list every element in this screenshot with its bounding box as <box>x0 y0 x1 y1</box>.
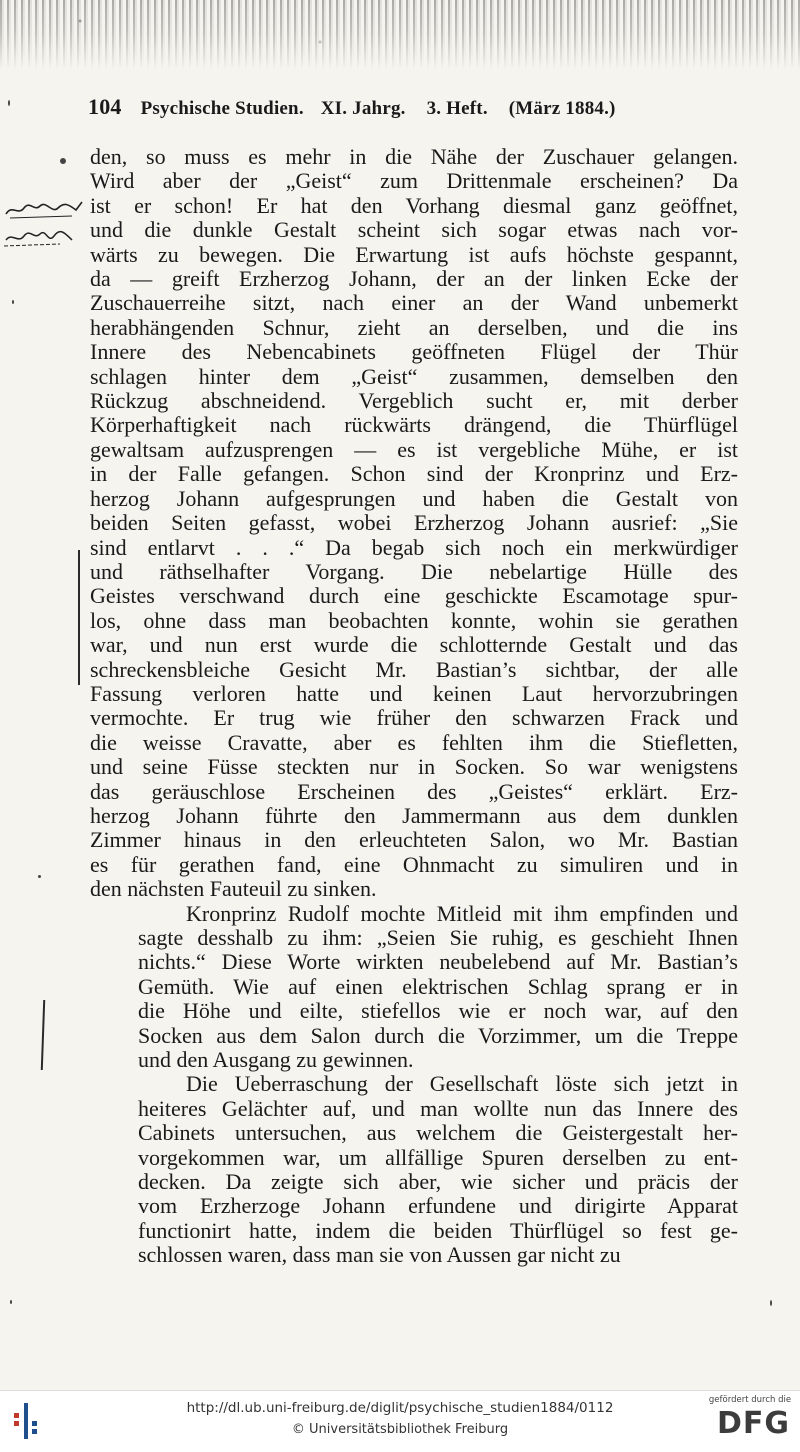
text-line: Gemüth. Wie auf einen elektrischen Schlag sprang er in <box>138 973 738 999</box>
margin-speck <box>12 300 14 304</box>
volume: XI. Jahrg. <box>320 98 406 119</box>
dfg-logo[interactable]: DFG <box>716 1406 790 1441</box>
text-line: Rückzug abschneidend. Vergeblich sucht er, mit derber <box>90 388 738 414</box>
text-line: Kronprinz Rudolf mochte Mitleid mit ihm empfinden und <box>186 900 738 926</box>
text-line: das geräuschlose Erscheinen des „Geistes“ erklärt. Erz- <box>90 778 738 804</box>
viewer-footer <box>0 1390 800 1452</box>
text-line: herzog Johann führte den Jammermann aus dem dunklen <box>90 802 738 828</box>
text-line: da — greift Erzherzog Johann, der an der linken Ecke der <box>90 266 738 292</box>
text-line: Zuschauerreihe sitzt, nach einer an der Wand unbemerkt <box>90 290 738 316</box>
text-line: decken. Da zeigte sich aber, wie sicher und präcis der <box>138 1169 738 1195</box>
copyright-notice: © Universitätsbibliothek Freiburg <box>291 1422 509 1437</box>
text-line: wärts zu bewegen. Die Erwartung ist aufs höchste gespannt, <box>90 241 738 267</box>
margin-speck <box>10 1300 12 1304</box>
page-top-edge-shadow <box>0 0 800 70</box>
text-line: und den Ausgang zu gewinnen. <box>138 1047 414 1073</box>
text-line: los, ohne dass man beobachten konnte, wohin sie gerathen <box>90 607 738 633</box>
text-line: functionirt hatte, indem die beiden Thürflügel so fest ge- <box>138 1217 738 1243</box>
handwritten-margin-note <box>2 196 86 266</box>
text-line: in der Falle gefangen. Schon sind der Kronprinz und Erz- <box>90 461 738 487</box>
margin-speck <box>60 158 66 164</box>
permalink-url[interactable]: http://dl.ub.uni-freiburg.de/diglit/psychische_studien1884/0112 <box>186 1400 614 1416</box>
text-line: herzog Johann aufgesprungen und haben die Gestalt von <box>90 485 738 511</box>
text-line: herabhängenden Schnur, zieht an derselben, und die ins <box>90 314 738 340</box>
text-line: sind entlarvt . . .“ Da begab sich noch ein merkwürdiger <box>90 534 738 560</box>
text-line: war, und nun erst wurde die schlotternde Gestalt und das <box>90 632 738 658</box>
text-line: sagte desshalb zu ihm: „Seien Sie ruhig, es geschieht Ihnen <box>138 925 738 950</box>
text-line: Cabinets untersuchen, aus welchem die Geistergestalt her- <box>138 1120 738 1146</box>
text-line: heiteres Gelächter auf, und man wollte nun das Innere des <box>138 1095 738 1121</box>
text-line: und räthselhafter Vorgang. Die nebelartige Hülle des <box>90 558 738 584</box>
margin-speck <box>38 875 41 878</box>
text-line: gewaltsam aufzusprengen — es ist vergebliche Mühe, er ist <box>90 436 738 462</box>
running-head <box>88 94 748 120</box>
text-line: Geistes verschwand durch eine geschickte Escamotage spur- <box>90 583 738 609</box>
text-line: beiden Seiten gefasst, wobei Erzherzog Johann ausrief: „Sie <box>90 510 738 536</box>
text-line: die weisse Cravatte, aber es fehlten ihm die Stiefletten, <box>90 729 738 755</box>
text-line: vorgekommen war, um allfällige Spuren derselben zu ent- <box>138 1144 738 1170</box>
text-line: den, so muss es mehr in die Nähe der Zuschauer gelangen. <box>90 144 738 169</box>
text-line: schreckensbleiche Gesicht Mr. Bastian’s sichtbar, der alle <box>90 656 738 682</box>
funder-label: gefördert durch die <box>708 1395 792 1405</box>
text-line: Innere des Nebencabinets geöffneten Flügel der Thür <box>90 339 738 365</box>
text-line: Wird aber der „Geist“ zum Drittenmale erscheinen? Da <box>90 168 738 194</box>
issue-date: (März 1884.) <box>508 98 616 119</box>
issue: 3. Heft. <box>426 98 488 119</box>
paragraph <box>90 1072 738 1267</box>
text-line: es für gerathen fand, eine Ohnmacht zu simuliren und in <box>90 851 738 877</box>
text-line: Körperhaftigkeit nach rückwärts drängend, die Thürflügel <box>90 412 738 438</box>
margin-bracket-line <box>41 1000 45 1070</box>
text-line: Zimmer hinaus in den erleuchteten Salon, wo Mr. Bastian <box>90 827 738 853</box>
text-line: Fassung verloren hatte und keinen Laut hervorzubringen <box>90 680 738 706</box>
text-line: den nächsten Fauteuil zu sinken. <box>90 876 377 902</box>
text-line: und seine Füsse steckten nur in Socken. So war wenigstens <box>90 754 738 780</box>
text-line: die Höhe und eilte, stiefellos wie er noch war, auf den <box>138 998 738 1024</box>
body-text <box>90 145 738 1268</box>
text-line: nichts.“ Diese Worte wirkten neubelebend auf Mr. Bastian’s <box>138 949 738 975</box>
text-line: schlagen hinter dem „Geist“ zusammen, demselben den <box>90 363 738 389</box>
text-line: vom Erzherzoge Johann erfundene und dirigirte Apparat <box>138 1193 738 1219</box>
margin-speck <box>770 1300 772 1306</box>
text-line: und die dunkle Gestalt scheint sich sogar etwas nach vor- <box>90 217 738 243</box>
text-line: schlossen waren, dass man sie von Aussen gar nicht zu <box>138 1242 621 1268</box>
margin-speck <box>8 100 10 106</box>
page-number: 104 <box>88 94 122 119</box>
text-line: Socken aus dem Salon durch die Vorzimmer, um die Treppe <box>138 1022 738 1048</box>
paragraph <box>90 145 738 902</box>
journal-title: Psychische Studien. <box>140 98 304 119</box>
paragraph <box>90 902 738 1073</box>
text-line: Die Ueberraschung der Gesellschaft löste sich jetzt in <box>186 1071 738 1097</box>
margin-bracket-line <box>78 550 80 685</box>
text-line: vermochte. Er trug wie früher den schwarzen Frack und <box>90 705 738 731</box>
text-line: ist er schon! Er hat den Vorhang diesmal ganz geöffnet, <box>90 192 738 218</box>
